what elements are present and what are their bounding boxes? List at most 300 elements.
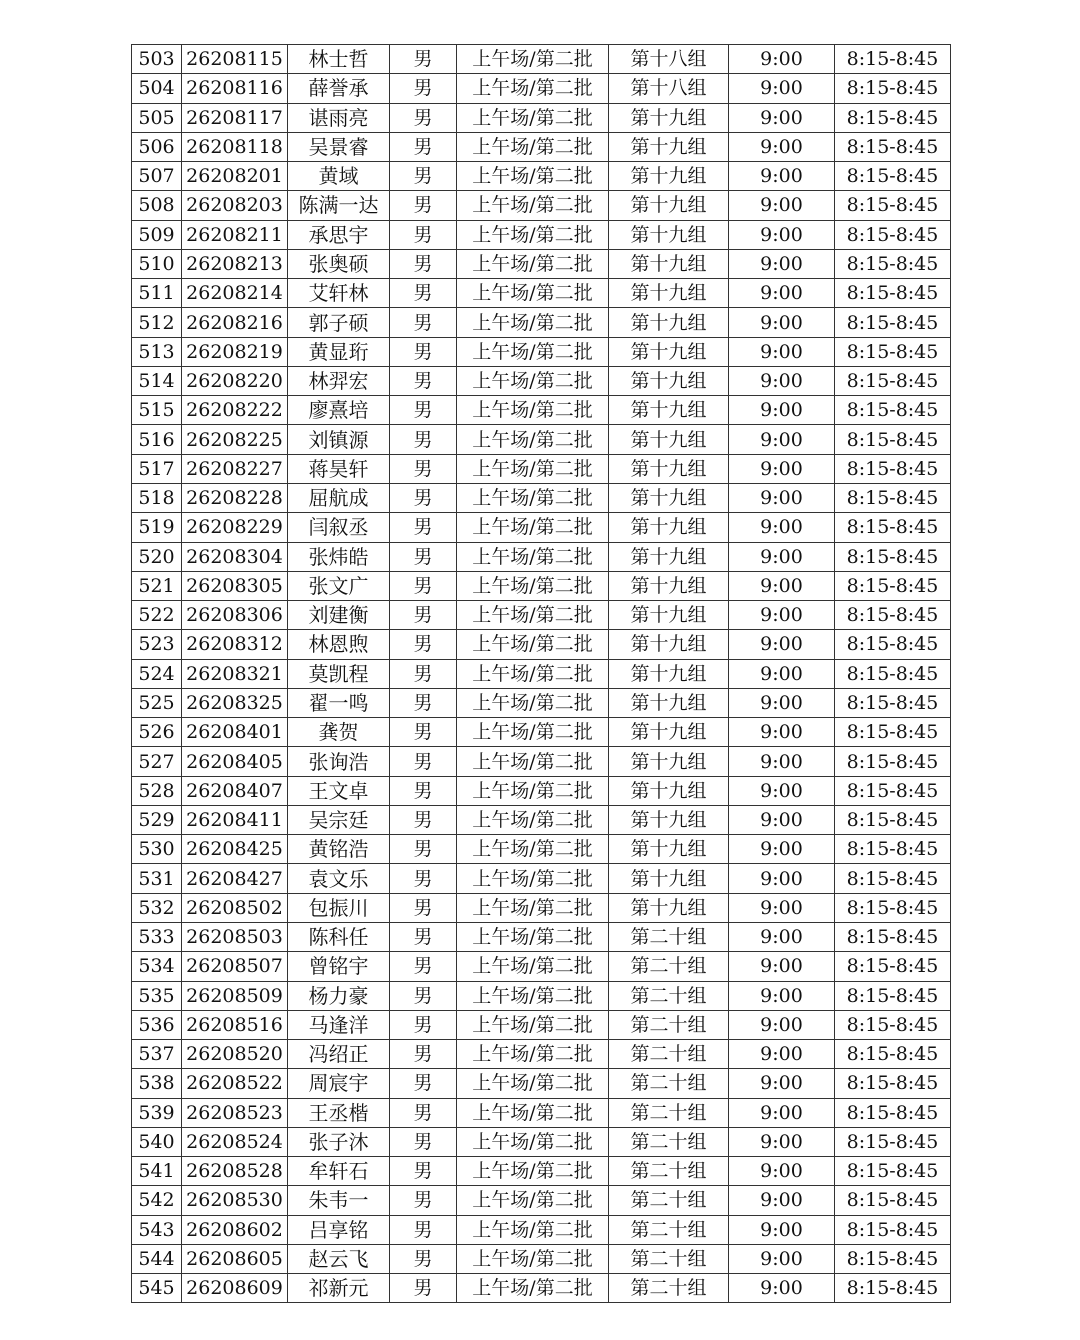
name-cell: 王丞楷 <box>288 1098 390 1127</box>
checkin-cell: 8:15-8:45 <box>835 74 951 103</box>
session-cell: 上午场/第二批 <box>457 1186 609 1215</box>
time-cell: 9:00 <box>729 1127 835 1156</box>
time-cell: 9:00 <box>729 366 835 395</box>
group-cell: 第十九组 <box>609 279 729 308</box>
time-cell: 9:00 <box>729 132 835 161</box>
id-cell: 26208530 <box>182 1186 288 1215</box>
session-cell: 上午场/第二批 <box>457 483 609 512</box>
group-cell: 第二十组 <box>609 1127 729 1156</box>
group-cell: 第二十组 <box>609 981 729 1010</box>
seq-cell: 539 <box>132 1098 182 1127</box>
seq-cell: 543 <box>132 1215 182 1244</box>
seq-cell: 525 <box>132 688 182 717</box>
id-cell: 26208425 <box>182 835 288 864</box>
name-cell: 牟轩石 <box>288 1157 390 1186</box>
name-cell: 刘建衡 <box>288 601 390 630</box>
group-cell: 第十九组 <box>609 571 729 600</box>
group-cell: 第二十组 <box>609 1186 729 1215</box>
seq-cell: 529 <box>132 805 182 834</box>
table-row <box>132 425 951 454</box>
id-cell: 26208502 <box>182 893 288 922</box>
name-cell: 林羿宏 <box>288 366 390 395</box>
group-cell: 第二十组 <box>609 1010 729 1039</box>
gender-cell: 男 <box>390 454 457 483</box>
table-row <box>132 308 951 337</box>
table-row <box>132 659 951 688</box>
table-row <box>132 1127 951 1156</box>
name-cell: 刘镇源 <box>288 425 390 454</box>
checkin-cell: 8:15-8:45 <box>835 1186 951 1215</box>
seq-cell: 512 <box>132 308 182 337</box>
gender-cell: 男 <box>390 74 457 103</box>
checkin-cell: 8:15-8:45 <box>835 45 951 74</box>
table-row <box>132 805 951 834</box>
id-cell: 26208213 <box>182 249 288 278</box>
table-row <box>132 454 951 483</box>
checkin-cell: 8:15-8:45 <box>835 337 951 366</box>
checkin-cell: 8:15-8:45 <box>835 396 951 425</box>
seq-cell: 505 <box>132 103 182 132</box>
session-cell: 上午场/第二批 <box>457 659 609 688</box>
checkin-cell: 8:15-8:45 <box>835 1069 951 1098</box>
table-row <box>132 513 951 542</box>
session-cell: 上午场/第二批 <box>457 1215 609 1244</box>
checkin-cell: 8:15-8:45 <box>835 162 951 191</box>
id-cell: 26208211 <box>182 220 288 249</box>
gender-cell: 男 <box>390 132 457 161</box>
name-cell: 谌雨亮 <box>288 103 390 132</box>
table-row <box>132 132 951 161</box>
seq-cell: 510 <box>132 249 182 278</box>
gender-cell: 男 <box>390 1157 457 1186</box>
name-cell: 周宸宇 <box>288 1069 390 1098</box>
id-cell: 26208227 <box>182 454 288 483</box>
session-cell: 上午场/第二批 <box>457 366 609 395</box>
table-row <box>132 835 951 864</box>
checkin-cell: 8:15-8:45 <box>835 922 951 951</box>
time-cell: 9:00 <box>729 191 835 220</box>
id-cell: 26208116 <box>182 74 288 103</box>
id-cell: 26208305 <box>182 571 288 600</box>
id-cell: 26208605 <box>182 1244 288 1273</box>
time-cell: 9:00 <box>729 162 835 191</box>
gender-cell: 男 <box>390 922 457 951</box>
seq-cell: 537 <box>132 1040 182 1069</box>
gender-cell: 男 <box>390 220 457 249</box>
session-cell: 上午场/第二批 <box>457 396 609 425</box>
gender-cell: 男 <box>390 337 457 366</box>
name-cell: 黄域 <box>288 162 390 191</box>
id-cell: 26208228 <box>182 483 288 512</box>
seq-cell: 508 <box>132 191 182 220</box>
id-cell: 26208117 <box>182 103 288 132</box>
checkin-cell: 8:15-8:45 <box>835 952 951 981</box>
seq-cell: 514 <box>132 366 182 395</box>
name-cell: 翟一鸣 <box>288 688 390 717</box>
seq-cell: 519 <box>132 513 182 542</box>
time-cell: 9:00 <box>729 952 835 981</box>
time-cell: 9:00 <box>729 45 835 74</box>
time-cell: 9:00 <box>729 835 835 864</box>
id-cell: 26208325 <box>182 688 288 717</box>
time-cell: 9:00 <box>729 747 835 776</box>
gender-cell: 男 <box>390 747 457 776</box>
name-cell: 陈满一达 <box>288 191 390 220</box>
time-cell: 9:00 <box>729 396 835 425</box>
name-cell: 闫叙丞 <box>288 513 390 542</box>
time-cell: 9:00 <box>729 571 835 600</box>
table-row <box>132 45 951 74</box>
seq-cell: 533 <box>132 922 182 951</box>
name-cell: 陈科任 <box>288 922 390 951</box>
checkin-cell: 8:15-8:45 <box>835 249 951 278</box>
id-cell: 26208516 <box>182 1010 288 1039</box>
table-row <box>132 162 951 191</box>
session-cell: 上午场/第二批 <box>457 132 609 161</box>
gender-cell: 男 <box>390 1127 457 1156</box>
gender-cell: 男 <box>390 776 457 805</box>
name-cell: 吴宗廷 <box>288 805 390 834</box>
time-cell: 9:00 <box>729 542 835 571</box>
table-row <box>132 1098 951 1127</box>
time-cell: 9:00 <box>729 659 835 688</box>
checkin-cell: 8:15-8:45 <box>835 279 951 308</box>
id-cell: 26208115 <box>182 45 288 74</box>
gender-cell: 男 <box>390 659 457 688</box>
session-cell: 上午场/第二批 <box>457 74 609 103</box>
id-cell: 26208602 <box>182 1215 288 1244</box>
group-cell: 第十九组 <box>609 220 729 249</box>
table-row <box>132 893 951 922</box>
id-cell: 26208520 <box>182 1040 288 1069</box>
table-row <box>132 1040 951 1069</box>
time-cell: 9:00 <box>729 483 835 512</box>
group-cell: 第十九组 <box>609 776 729 805</box>
table-row <box>132 864 951 893</box>
name-cell: 祁新元 <box>288 1274 390 1303</box>
gender-cell: 男 <box>390 1215 457 1244</box>
session-cell: 上午场/第二批 <box>457 601 609 630</box>
table-row <box>132 1274 951 1303</box>
gender-cell: 男 <box>390 103 457 132</box>
gender-cell: 男 <box>390 366 457 395</box>
time-cell: 9:00 <box>729 1010 835 1039</box>
seq-cell: 538 <box>132 1069 182 1098</box>
group-cell: 第十九组 <box>609 659 729 688</box>
time-cell: 9:00 <box>729 864 835 893</box>
group-cell: 第二十组 <box>609 922 729 951</box>
seq-cell: 526 <box>132 718 182 747</box>
name-cell: 吕享铭 <box>288 1215 390 1244</box>
table-row <box>132 249 951 278</box>
gender-cell: 男 <box>390 191 457 220</box>
checkin-cell: 8:15-8:45 <box>835 132 951 161</box>
time-cell: 9:00 <box>729 1215 835 1244</box>
seq-cell: 541 <box>132 1157 182 1186</box>
seq-cell: 515 <box>132 396 182 425</box>
checkin-cell: 8:15-8:45 <box>835 454 951 483</box>
gender-cell: 男 <box>390 952 457 981</box>
name-cell: 张文广 <box>288 571 390 600</box>
session-cell: 上午场/第二批 <box>457 1127 609 1156</box>
session-cell: 上午场/第二批 <box>457 747 609 776</box>
name-cell: 龚贺 <box>288 718 390 747</box>
session-cell: 上午场/第二批 <box>457 571 609 600</box>
session-cell: 上午场/第二批 <box>457 981 609 1010</box>
session-cell: 上午场/第二批 <box>457 718 609 747</box>
id-cell: 26208321 <box>182 659 288 688</box>
seq-cell: 534 <box>132 952 182 981</box>
checkin-cell: 8:15-8:45 <box>835 805 951 834</box>
name-cell: 承思宇 <box>288 220 390 249</box>
group-cell: 第二十组 <box>609 1040 729 1069</box>
time-cell: 9:00 <box>729 922 835 951</box>
checkin-cell: 8:15-8:45 <box>835 776 951 805</box>
checkin-cell: 8:15-8:45 <box>835 1010 951 1039</box>
session-cell: 上午场/第二批 <box>457 1098 609 1127</box>
name-cell: 张奥硕 <box>288 249 390 278</box>
gender-cell: 男 <box>390 805 457 834</box>
id-cell: 26208225 <box>182 425 288 454</box>
seq-cell: 523 <box>132 630 182 659</box>
table-row <box>132 1215 951 1244</box>
seq-cell: 521 <box>132 571 182 600</box>
group-cell: 第十九组 <box>609 601 729 630</box>
session-cell: 上午场/第二批 <box>457 1040 609 1069</box>
id-cell: 26208401 <box>182 718 288 747</box>
session-cell: 上午场/第二批 <box>457 893 609 922</box>
group-cell: 第十八组 <box>609 74 729 103</box>
time-cell: 9:00 <box>729 718 835 747</box>
name-cell: 朱韦一 <box>288 1186 390 1215</box>
seq-cell: 528 <box>132 776 182 805</box>
group-cell: 第十九组 <box>609 835 729 864</box>
table-row <box>132 922 951 951</box>
session-cell: 上午场/第二批 <box>457 835 609 864</box>
session-cell: 上午场/第二批 <box>457 220 609 249</box>
table-row <box>132 952 951 981</box>
name-cell: 吴景睿 <box>288 132 390 161</box>
group-cell: 第二十组 <box>609 1244 729 1273</box>
checkin-cell: 8:15-8:45 <box>835 425 951 454</box>
session-cell: 上午场/第二批 <box>457 45 609 74</box>
id-cell: 26208405 <box>182 747 288 776</box>
id-cell: 26208524 <box>182 1127 288 1156</box>
table-row <box>132 1010 951 1039</box>
table-row <box>132 776 951 805</box>
group-cell: 第十九组 <box>609 893 729 922</box>
table-row <box>132 74 951 103</box>
checkin-cell: 8:15-8:45 <box>835 1040 951 1069</box>
time-cell: 9:00 <box>729 893 835 922</box>
name-cell: 林士哲 <box>288 45 390 74</box>
session-cell: 上午场/第二批 <box>457 1244 609 1273</box>
group-cell: 第二十组 <box>609 1274 729 1303</box>
table-row <box>132 630 951 659</box>
time-cell: 9:00 <box>729 630 835 659</box>
checkin-cell: 8:15-8:45 <box>835 1157 951 1186</box>
seq-cell: 513 <box>132 337 182 366</box>
name-cell: 黄铭浩 <box>288 835 390 864</box>
group-cell: 第十九组 <box>609 718 729 747</box>
group-cell: 第十九组 <box>609 542 729 571</box>
id-cell: 26208201 <box>182 162 288 191</box>
checkin-cell: 8:15-8:45 <box>835 747 951 776</box>
seq-cell: 509 <box>132 220 182 249</box>
gender-cell: 男 <box>390 279 457 308</box>
table-row <box>132 191 951 220</box>
gender-cell: 男 <box>390 893 457 922</box>
group-cell: 第十九组 <box>609 103 729 132</box>
gender-cell: 男 <box>390 1274 457 1303</box>
gender-cell: 男 <box>390 425 457 454</box>
seq-cell: 535 <box>132 981 182 1010</box>
gender-cell: 男 <box>390 835 457 864</box>
session-cell: 上午场/第二批 <box>457 337 609 366</box>
name-cell: 薛誉承 <box>288 74 390 103</box>
table-row <box>132 718 951 747</box>
gender-cell: 男 <box>390 1010 457 1039</box>
seq-cell: 544 <box>132 1244 182 1273</box>
checkin-cell: 8:15-8:45 <box>835 601 951 630</box>
time-cell: 9:00 <box>729 981 835 1010</box>
id-cell: 26208222 <box>182 396 288 425</box>
seq-cell: 522 <box>132 601 182 630</box>
id-cell: 26208306 <box>182 601 288 630</box>
group-cell: 第十九组 <box>609 162 729 191</box>
group-cell: 第十九组 <box>609 132 729 161</box>
session-cell: 上午场/第二批 <box>457 249 609 278</box>
group-cell: 第十九组 <box>609 366 729 395</box>
seq-cell: 503 <box>132 45 182 74</box>
checkin-cell: 8:15-8:45 <box>835 366 951 395</box>
group-cell: 第十九组 <box>609 483 729 512</box>
session-cell: 上午场/第二批 <box>457 513 609 542</box>
time-cell: 9:00 <box>729 1244 835 1273</box>
checkin-cell: 8:15-8:45 <box>835 630 951 659</box>
gender-cell: 男 <box>390 688 457 717</box>
name-cell: 屈航成 <box>288 483 390 512</box>
name-cell: 赵云飞 <box>288 1244 390 1273</box>
session-cell: 上午场/第二批 <box>457 864 609 893</box>
id-cell: 26208507 <box>182 952 288 981</box>
time-cell: 9:00 <box>729 249 835 278</box>
checkin-cell: 8:15-8:45 <box>835 1244 951 1273</box>
session-cell: 上午场/第二批 <box>457 308 609 337</box>
table-row <box>132 542 951 571</box>
name-cell: 张炜皓 <box>288 542 390 571</box>
gender-cell: 男 <box>390 1186 457 1215</box>
session-cell: 上午场/第二批 <box>457 630 609 659</box>
gender-cell: 男 <box>390 981 457 1010</box>
session-cell: 上午场/第二批 <box>457 454 609 483</box>
checkin-cell: 8:15-8:45 <box>835 893 951 922</box>
gender-cell: 男 <box>390 396 457 425</box>
time-cell: 9:00 <box>729 513 835 542</box>
time-cell: 9:00 <box>729 1069 835 1098</box>
id-cell: 26208509 <box>182 981 288 1010</box>
time-cell: 9:00 <box>729 1157 835 1186</box>
name-cell: 张询浩 <box>288 747 390 776</box>
name-cell: 莫凯程 <box>288 659 390 688</box>
time-cell: 9:00 <box>729 74 835 103</box>
checkin-cell: 8:15-8:45 <box>835 718 951 747</box>
seq-cell: 530 <box>132 835 182 864</box>
gender-cell: 男 <box>390 1040 457 1069</box>
table-row <box>132 483 951 512</box>
group-cell: 第十九组 <box>609 191 729 220</box>
name-cell: 包振川 <box>288 893 390 922</box>
gender-cell: 男 <box>390 1069 457 1098</box>
gender-cell: 男 <box>390 249 457 278</box>
roster-table <box>131 44 951 1303</box>
checkin-cell: 8:15-8:45 <box>835 308 951 337</box>
id-cell: 26208523 <box>182 1098 288 1127</box>
session-cell: 上午场/第二批 <box>457 1157 609 1186</box>
name-cell: 郭子硕 <box>288 308 390 337</box>
gender-cell: 男 <box>390 601 457 630</box>
name-cell: 马逢洋 <box>288 1010 390 1039</box>
checkin-cell: 8:15-8:45 <box>835 1274 951 1303</box>
id-cell: 26208220 <box>182 366 288 395</box>
name-cell: 廖熹培 <box>288 396 390 425</box>
table-row <box>132 747 951 776</box>
checkin-cell: 8:15-8:45 <box>835 220 951 249</box>
table-row <box>132 571 951 600</box>
name-cell: 林恩煦 <box>288 630 390 659</box>
gender-cell: 男 <box>390 864 457 893</box>
time-cell: 9:00 <box>729 220 835 249</box>
id-cell: 26208216 <box>182 308 288 337</box>
session-cell: 上午场/第二批 <box>457 1274 609 1303</box>
table-row <box>132 103 951 132</box>
checkin-cell: 8:15-8:45 <box>835 688 951 717</box>
time-cell: 9:00 <box>729 1098 835 1127</box>
gender-cell: 男 <box>390 571 457 600</box>
group-cell: 第十九组 <box>609 747 729 776</box>
name-cell: 曾铭宇 <box>288 952 390 981</box>
checkin-cell: 8:15-8:45 <box>835 835 951 864</box>
group-cell: 第二十组 <box>609 1215 729 1244</box>
id-cell: 26208503 <box>182 922 288 951</box>
time-cell: 9:00 <box>729 805 835 834</box>
table-row <box>132 279 951 308</box>
table-row <box>132 1157 951 1186</box>
checkin-cell: 8:15-8:45 <box>835 483 951 512</box>
checkin-cell: 8:15-8:45 <box>835 864 951 893</box>
name-cell: 袁文乐 <box>288 864 390 893</box>
name-cell: 冯绍正 <box>288 1040 390 1069</box>
table-row <box>132 1186 951 1215</box>
session-cell: 上午场/第二批 <box>457 688 609 717</box>
session-cell: 上午场/第二批 <box>457 1069 609 1098</box>
session-cell: 上午场/第二批 <box>457 425 609 454</box>
group-cell: 第二十组 <box>609 1098 729 1127</box>
id-cell: 26208304 <box>182 542 288 571</box>
group-cell: 第十九组 <box>609 425 729 454</box>
group-cell: 第十九组 <box>609 864 729 893</box>
seq-cell: 542 <box>132 1186 182 1215</box>
time-cell: 9:00 <box>729 1040 835 1069</box>
seq-cell: 517 <box>132 454 182 483</box>
time-cell: 9:00 <box>729 425 835 454</box>
seq-cell: 518 <box>132 483 182 512</box>
time-cell: 9:00 <box>729 103 835 132</box>
table-row <box>132 366 951 395</box>
time-cell: 9:00 <box>729 776 835 805</box>
seq-cell: 532 <box>132 893 182 922</box>
id-cell: 26208411 <box>182 805 288 834</box>
